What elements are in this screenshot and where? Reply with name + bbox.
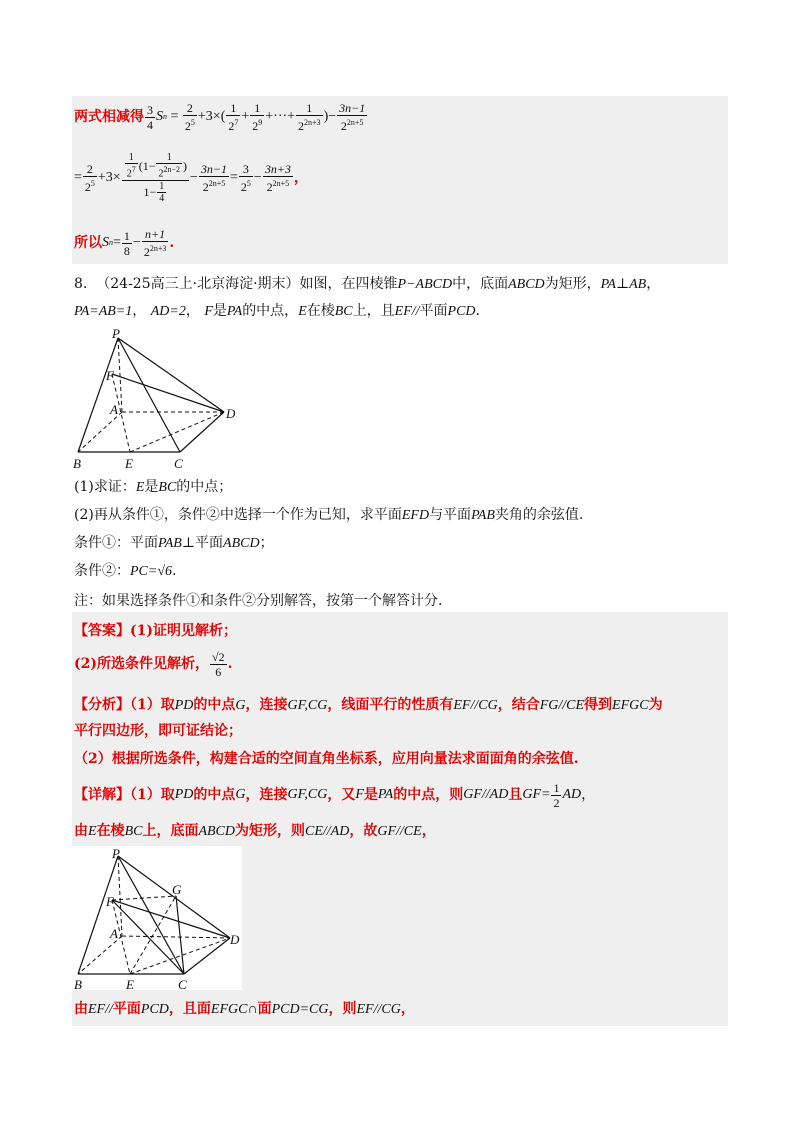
- fig2-label-A: A: [110, 926, 118, 941]
- analysis-line-2: 平行四边形，即可证结论；: [74, 723, 242, 739]
- condition-2: 条件②：PC=√6.: [74, 563, 177, 579]
- fig2-label-B: B: [74, 977, 82, 990]
- question-2: (2)再从条件①，条件②中选择一个作为已知，求平面EFD与平面PAB夹角的余弦值.: [74, 507, 584, 523]
- top-line-2: = $\frac{2}{2^5}$ +3× $\frac{1}{2^7}$ (1− $\frac{1}{2^{2n-2}}$ ) 1− $\frac{1}{4}$ − $\frac{3n-1}{2^{2n+5}}$ = $\frac{3}{2^5}$ − $\frac{3n+3}{2^{2n+5}}$ ，: [74, 152, 308, 204]
- pyramid-figure-1: [70, 326, 250, 472]
- analysis-line-3: （2）根据所选条件，构建合适的空间直角坐标系，应用向量法求面面角的余弦值.: [74, 751, 579, 767]
- answer-line-2: (2)所选条件见解析， $\frac{√2}{6}$ .: [74, 649, 233, 679]
- answer-line-1: 【答案】(1)证明见解析；: [74, 623, 237, 639]
- top-line-1: 两式相减得 $\frac{3}{4}$ S n = $\frac{2}{2^5}$ +3×( $\frac{1}{2^7}$ + $\frac{1}{2^9}$ +···+ $\frac{1}{2^{2n+3}}$ )− $\frac{3n-1}{2^{2n+5}}$: [74, 101, 366, 133]
- fig2-label-F: F: [106, 894, 114, 909]
- label-F: F: [106, 368, 114, 383]
- pyramid-figure-2: [72, 846, 242, 990]
- label-P: P: [112, 326, 120, 341]
- problem-line-2: PA=AB=1， AD=2， F是PA的中点，E在棱BC上，且EF//平面PCD.: [74, 303, 480, 319]
- fig2-label-G: G: [172, 882, 182, 897]
- analysis-line-1: 【分析】（1）取PD的中点G，连接GF,CG，线面平行的性质有EF//CG，结合FG//CE得到EFGC为: [74, 697, 663, 713]
- top-line-3: 所以 S n = $\frac{1}{8}$ − $\frac{n+1}{2^{2n+3}}$ .: [74, 227, 175, 259]
- fig2-label-D: D: [230, 932, 240, 947]
- label-C: C: [174, 456, 183, 471]
- final-line: 由EF//平面PCD，且面EFGC∩面PCD=CG，则EF//CG，: [74, 1001, 415, 1017]
- note: 注：如果选择条件①和条件②分别解答，按第一个解答计分.: [74, 593, 443, 609]
- fig2-label-E: E: [126, 977, 134, 990]
- detail-line-2: 由E在棱BC上，底面ABCD为矩形，则CE//AD，故GF//CE，: [74, 823, 436, 839]
- label-A: A: [110, 402, 118, 417]
- problem-line-1: 8. （24-25高三上·北京海淀·期末）如图，在四棱锥P−ABCD中，底面ABCD为矩形，PA⊥AB，: [74, 276, 661, 292]
- line1-prefix: 两式相减得: [74, 109, 144, 125]
- fig2-label-C: C: [178, 977, 187, 990]
- label-D: D: [226, 406, 236, 421]
- question-1: (1)求证：E是BC的中点；: [74, 479, 233, 495]
- label-E: E: [125, 456, 133, 471]
- label-B: B: [73, 456, 81, 471]
- condition-1: 条件①：平面PAB⊥平面ABCD；: [74, 535, 274, 551]
- fig2-label-P: P: [112, 846, 120, 861]
- detail-line-1: 【详解】（1）取 PD 的中点 G ，连接 GF,CG ，又 F 是 PA 的中点，则 GF//AD 且 GF= $\frac{1}{2}$ AD ，: [74, 780, 596, 810]
